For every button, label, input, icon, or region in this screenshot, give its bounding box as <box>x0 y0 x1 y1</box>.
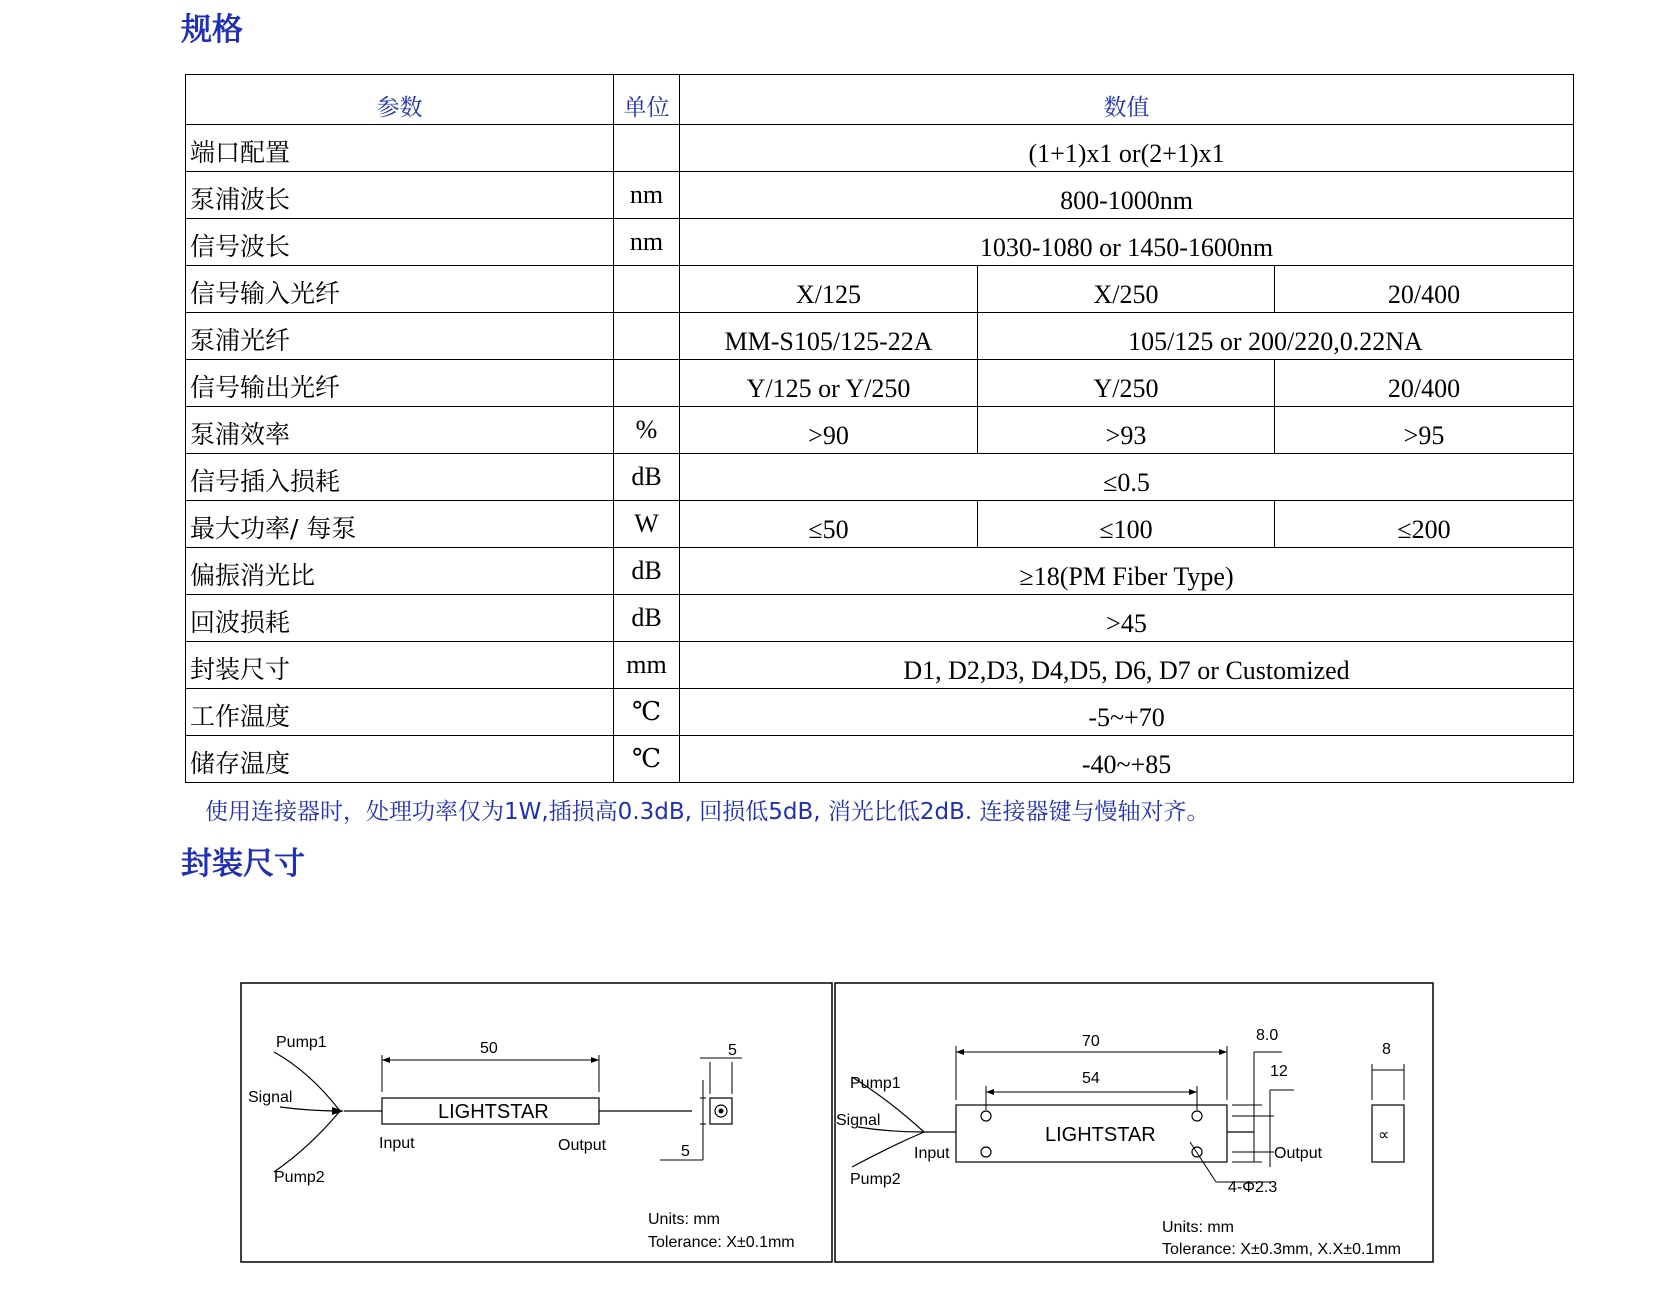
header-value: 数值 <box>680 75 1574 125</box>
dim-hole-right: 54 <box>1082 1070 1100 1087</box>
connector-note: 使用连接器时，处理功率仅为1W,插损高0.3dB, 回损低5dB, 消光比低2dB. 连接器键与慢轴对齐。 <box>205 799 1210 825</box>
brand-label-left: LIGHTSTAR <box>438 1101 549 1123</box>
label-input-left: Input <box>379 1135 415 1152</box>
param-unit <box>614 125 680 172</box>
label-signal-right: Signal <box>836 1112 881 1129</box>
table-row <box>186 313 1574 360</box>
param-unit: nm <box>614 172 680 219</box>
param-value: Y/250 <box>978 360 1275 407</box>
param-unit: dB <box>614 595 680 642</box>
header-param: 参数 <box>186 75 614 125</box>
label-signal-left: Signal <box>248 1089 293 1106</box>
param-value: Y/125 or Y/250 <box>680 360 978 407</box>
param-value: 105/125 or 200/220,0.22NA <box>978 313 1574 360</box>
table-row <box>186 501 1574 548</box>
holes-label-right: 4-Φ2.3 <box>1228 1179 1278 1196</box>
param-name: 信号输入光纤 <box>186 266 614 313</box>
table-row <box>186 689 1574 736</box>
label-pump1-left: Pump1 <box>276 1034 327 1051</box>
table-row <box>186 454 1574 501</box>
header-unit: 单位 <box>614 75 680 125</box>
param-unit: ℃ <box>614 689 680 736</box>
param-value: -40~+85 <box>680 736 1574 783</box>
label-pump1-right: Pump1 <box>850 1075 901 1092</box>
param-unit: dB <box>614 454 680 501</box>
dim-inner-right: 12 <box>1270 1063 1288 1080</box>
param-value: >90 <box>680 407 978 454</box>
label-pump2-left: Pump2 <box>274 1169 325 1186</box>
table-row <box>186 172 1574 219</box>
param-unit: ℃ <box>614 736 680 783</box>
dim-height-left: 5 <box>681 1143 690 1160</box>
param-value: ≤100 <box>978 501 1275 548</box>
table-row <box>186 360 1574 407</box>
param-unit: nm <box>614 219 680 266</box>
tolerance-right: Tolerance: X±0.3mm, X.X±0.1mm <box>1162 1241 1401 1258</box>
dim-width-right: 8.0 <box>1256 1027 1279 1044</box>
units-right: Units: mm <box>1162 1219 1234 1236</box>
spec-section-title: 规格 <box>181 12 243 48</box>
param-value: D1, D2,D3, D4,D5, D6, D7 or Customized <box>680 642 1574 689</box>
param-unit: % <box>614 407 680 454</box>
units-left: Units: mm <box>648 1211 720 1228</box>
table-row <box>186 407 1574 454</box>
package-section-title: 封装尺寸 <box>181 846 305 882</box>
dim-side-right: 8 <box>1382 1041 1391 1058</box>
table-header-row <box>186 75 1574 125</box>
param-name: 信号波长 <box>186 219 614 266</box>
table-row <box>186 642 1574 689</box>
param-value: >95 <box>1275 407 1574 454</box>
param-value: ≤0.5 <box>680 454 1574 501</box>
param-name: 回波损耗 <box>186 595 614 642</box>
param-unit: mm <box>614 642 680 689</box>
tolerance-left: Tolerance: X±0.1mm <box>648 1234 795 1251</box>
package-drawing-left <box>240 982 833 1263</box>
param-name: 储存温度 <box>186 736 614 783</box>
param-unit: W <box>614 501 680 548</box>
param-value: MM-S105/125-22A <box>680 313 978 360</box>
side-mark-right: ∝ <box>1378 1127 1390 1144</box>
table-row <box>186 548 1574 595</box>
table-row <box>186 736 1574 783</box>
table-row <box>186 219 1574 266</box>
param-value: 20/400 <box>1275 360 1574 407</box>
label-output-left: Output <box>558 1137 607 1154</box>
param-name: 最大功率/ 每泵 <box>186 501 614 548</box>
param-unit <box>614 360 680 407</box>
param-name: 封装尺寸 <box>186 642 614 689</box>
table-row <box>186 595 1574 642</box>
param-unit: dB <box>614 548 680 595</box>
table-row <box>186 266 1574 313</box>
param-value: ≥18(PM Fiber Type) <box>680 548 1574 595</box>
param-value: 800-1000nm <box>680 172 1574 219</box>
dim-length-left: 50 <box>480 1040 498 1057</box>
param-unit <box>614 266 680 313</box>
param-name: 偏振消光比 <box>186 548 614 595</box>
param-value: 1030-1080 or 1450-1600nm <box>680 219 1574 266</box>
param-value: X/250 <box>978 266 1275 313</box>
param-value: ≤50 <box>680 501 978 548</box>
label-pump2-right: Pump2 <box>850 1171 901 1188</box>
param-value: 20/400 <box>1275 266 1574 313</box>
param-name: 泵浦光纤 <box>186 313 614 360</box>
dim-length-right: 70 <box>1082 1033 1100 1050</box>
package-drawing-right <box>834 982 1434 1263</box>
param-name: 工作温度 <box>186 689 614 736</box>
param-name: 泵浦波长 <box>186 172 614 219</box>
dim-width-left: 5 <box>728 1042 737 1059</box>
brand-label-right: LIGHTSTAR <box>1045 1124 1156 1146</box>
param-unit <box>614 313 680 360</box>
label-input-right: Input <box>914 1145 950 1162</box>
spec-table <box>185 74 1574 783</box>
param-value: X/125 <box>680 266 978 313</box>
label-output-right: Output <box>1274 1145 1323 1162</box>
param-value: >45 <box>680 595 1574 642</box>
param-name: 信号插入损耗 <box>186 454 614 501</box>
param-value: ≤200 <box>1275 501 1574 548</box>
param-value: >93 <box>978 407 1275 454</box>
param-name: 端口配置 <box>186 125 614 172</box>
param-value: -5~+70 <box>680 689 1574 736</box>
param-name: 泵浦效率 <box>186 407 614 454</box>
param-value: (1+1)x1 or(2+1)x1 <box>680 125 1574 172</box>
table-row <box>186 125 1574 172</box>
param-name: 信号输出光纤 <box>186 360 614 407</box>
